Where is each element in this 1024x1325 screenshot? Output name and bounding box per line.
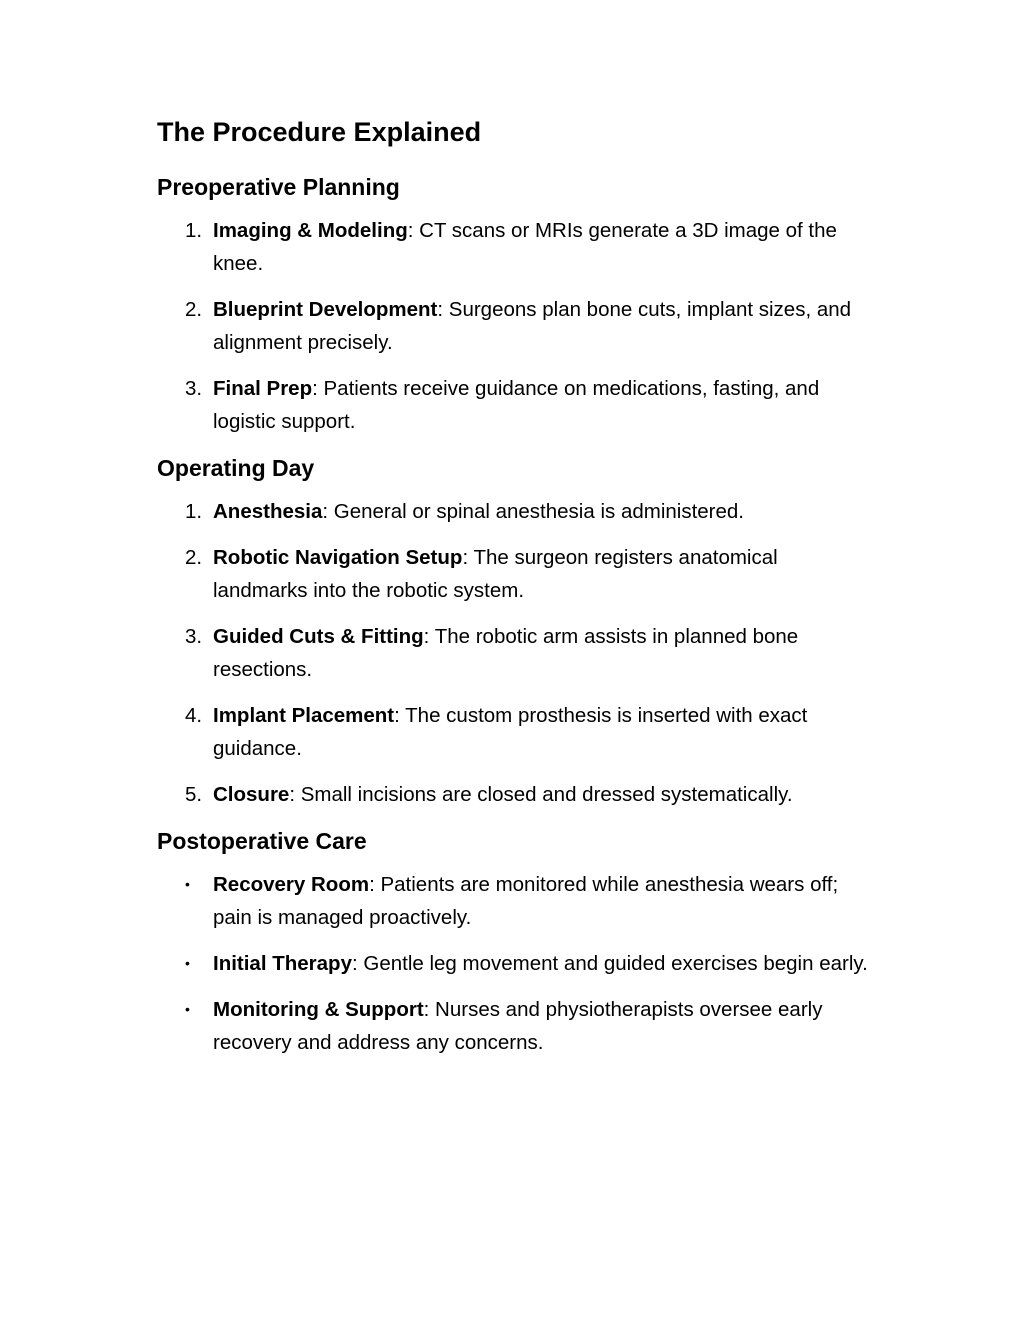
preoperative-steps-list [157,214,877,438]
item-term: Blueprint Development [213,298,438,321]
item-term: Monitoring & Support [213,998,424,1021]
list-number: 4. [185,704,203,727]
item-text: : Patients are monitored while anesthesia wears off; pain is managed proactively. [213,873,839,929]
item-term: Robotic Navigation Setup [213,546,463,569]
item-text: : General or spinal anesthesia is administered. [322,500,745,523]
list-item [157,541,877,607]
item-term: Imaging & Modeling [213,219,408,242]
item-text: : The custom prosthesis is inserted with exact guidance. [213,704,808,760]
item-term: Implant Placement [213,704,395,727]
item-text: : Gentle leg movement and guided exercises begin early. [351,952,868,975]
list-item [157,868,877,934]
item-text: : CT scans or MRIs generate a 3D image of the knee. [213,219,837,275]
item-text: : Surgeons plan bone cuts, implant sizes, and alignment precisely. [213,298,852,354]
item-term: Recovery Room [213,873,370,896]
postoperative-care-list [157,868,877,1059]
item-term: Closure [213,783,290,806]
section-heading-postoperative: Postoperative Care [157,828,367,854]
operating-day-steps-list [157,495,877,811]
bullet-icon: • [185,876,190,892]
list-number: 3. [185,377,203,400]
document-page [157,112,877,1072]
bullet-icon: • [185,955,190,971]
item-text: : The surgeon registers anatomical landmarks into the robotic system. [213,546,778,602]
list-number: 1. [185,500,203,523]
item-text: : Nurses and physiotherapists oversee early recovery and address any concerns. [213,998,823,1054]
item-text: : The robotic arm assists in planned bone resections. [213,625,799,681]
item-term: Initial Therapy [213,952,352,975]
section-heading-preoperative: Preoperative Planning [157,174,400,200]
list-item [157,495,877,528]
page-title: The Procedure Explained [157,117,482,147]
section-heading-operating-day: Operating Day [157,455,315,481]
item-text: : Small incisions are closed and dressed systematically. [289,783,793,806]
list-item [157,993,877,1059]
bullet-icon: • [185,1001,190,1017]
item-term: Anesthesia [213,500,323,523]
list-item [157,372,877,438]
list-item [157,214,877,280]
list-item [157,778,877,811]
list-number: 5. [185,783,203,806]
item-term: Final Prep [213,377,313,400]
list-item [157,699,877,765]
list-number: 2. [185,298,203,321]
list-item [157,620,877,686]
list-number: 3. [185,625,203,648]
list-item [157,293,877,359]
list-number: 1. [185,219,203,242]
list-item [157,947,877,980]
item-term: Guided Cuts & Fitting [213,625,424,648]
list-number: 2. [185,546,203,569]
item-text: : Patients receive guidance on medications, fasting, and logistic support. [213,377,820,433]
